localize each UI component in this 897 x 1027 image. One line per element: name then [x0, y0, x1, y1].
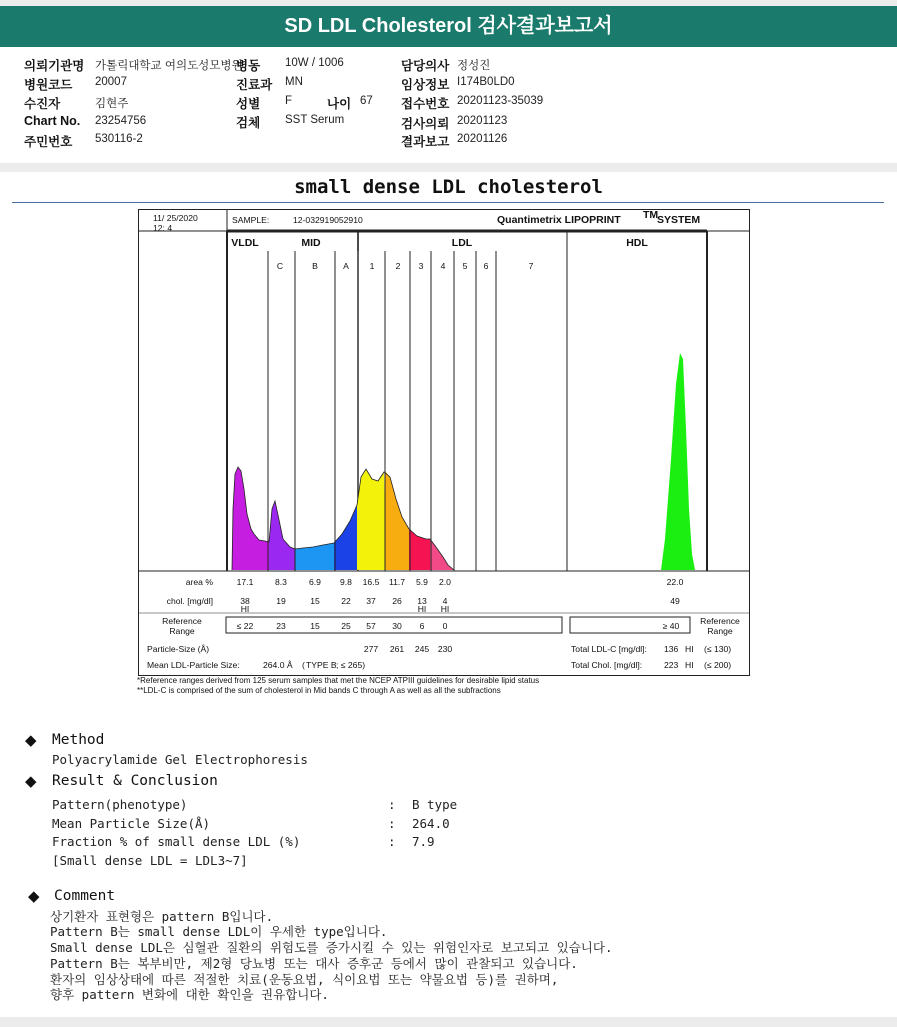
fraction-label: Fraction % of small dense LDL (%)	[52, 834, 301, 849]
area-value: 8.3	[275, 577, 287, 587]
size-label: Mean Particle Size(Å)	[52, 816, 211, 831]
chol-value: 26	[392, 596, 402, 606]
particle-size-label: Particle-Size (Å)	[147, 644, 210, 654]
receipt-value: 20201123-35039	[457, 95, 544, 107]
ldl-band-label: 6	[483, 261, 489, 271]
pattern-value: B type	[412, 797, 458, 812]
system-suffix: SYSTEM	[657, 214, 701, 226]
comment-heading: Comment	[54, 888, 116, 904]
request-date-value: 20201123	[457, 115, 508, 127]
ref-value: 23	[276, 621, 286, 631]
request-date-label: 검사의뢰	[401, 117, 450, 131]
ref-label-line1: Reference	[162, 616, 202, 626]
total-chol-value: 223	[664, 660, 679, 670]
chart-time: 12: 4	[153, 223, 173, 233]
mid-band-label: C	[276, 261, 284, 271]
resident-no-label: 주민번호	[24, 135, 73, 149]
method-heading: Method	[52, 732, 105, 748]
particle-size-value: 277	[363, 644, 379, 654]
result-bullet-icon: ◆	[25, 772, 37, 790]
footnote-ldl-c: **LDL-C is comprised of the sum of cholesterol in Mid bands C through A as well as all the subfractions	[137, 686, 501, 695]
sex-value: F	[285, 95, 293, 107]
particle-size-value: 230	[437, 644, 453, 654]
doctor-label: 담당의사	[401, 59, 450, 73]
specimen-label: 검체	[236, 116, 261, 130]
chol-row-label: chol. [mg/dl]	[166, 596, 213, 606]
patient-value: 김현주	[95, 98, 129, 110]
ref-value: 25	[341, 621, 351, 631]
mean-size-type: TYPE B	[306, 660, 337, 670]
ldl-band-label: 7	[528, 261, 534, 271]
area-value: 5.9	[416, 577, 428, 587]
total-ldl-ref: (≤ 130)	[704, 644, 732, 654]
area-value: 2.0	[439, 577, 451, 587]
comment-line: Small dense LDL은 심혈관 질환의 위험도를 증가시킬 수 있는 위험인자로 보고되고 있습니다.	[50, 940, 613, 955]
comment-line: Pattern B는 복부비만, 제2형 당뇨병 또는 대사 증후군 등에서 많이 관찰되고 있습니다.	[50, 956, 578, 971]
mid-band-label: B	[312, 261, 318, 271]
ref-value: 0	[442, 621, 448, 631]
chart-no-value: 23254756	[95, 115, 147, 127]
ref-value: 6	[419, 621, 425, 631]
chol-hi-flag: HI	[440, 604, 450, 614]
resident-no-value: 530116-2	[95, 133, 143, 145]
ldl-band-label: 1	[369, 261, 375, 271]
report-date-label: 결과보고	[401, 135, 450, 149]
ldl-band-label: 5	[462, 261, 468, 271]
chart-date: 11/ 25/2020	[153, 213, 198, 223]
chol-value: 4	[442, 596, 448, 606]
comment-line: 향후 pattern 변화에 대한 확인을 권유합니다.	[50, 987, 329, 1002]
particle-size-value: 261	[389, 644, 405, 654]
age-value: 67	[360, 95, 373, 107]
institution-label: 의뢰기관명	[24, 59, 85, 73]
receipt-label: 접수번호	[401, 97, 450, 111]
ref-value: 30	[392, 621, 402, 631]
area-value: 16.5	[362, 577, 380, 587]
institution-value: 가톨릭대학교 여의도성모병원	[95, 60, 243, 72]
ref-label-line2-right: Range	[707, 626, 733, 636]
chol-value: 13	[417, 596, 427, 606]
area-row-label: area %	[185, 577, 213, 587]
pattern-colon: :	[388, 797, 396, 812]
comment-line: Pattern B는 small dense LDL이 우세한 type입니다.	[50, 924, 388, 939]
patient-label: 수진자	[24, 97, 61, 111]
area-value: 11.7	[388, 577, 406, 587]
footnote-reference-ranges: *Reference ranges derived from 125 serum samples that met the NCEP ATPIII guidelines for desirable lipid status	[137, 676, 540, 685]
ref-label-line2: Range	[169, 626, 195, 636]
mean-size-paren-open: (	[302, 660, 305, 670]
ward-label: 병동	[236, 59, 261, 73]
report-title-bar: SD LDL Cholesterol 검사결과보고서	[0, 6, 897, 47]
sample-label: SAMPLE:	[232, 215, 270, 225]
department-value: MN	[285, 76, 303, 88]
ldl-band-label: 3	[418, 261, 424, 271]
lipoprint-chart	[138, 209, 750, 676]
area-value: 17.1	[236, 577, 254, 587]
ref-label-line1-right: Reference	[700, 616, 740, 626]
clinical-info-value: I174B0LD0	[457, 76, 515, 88]
total-ldl-flag: HI	[685, 644, 694, 654]
department-label: 진료과	[236, 78, 273, 92]
method-bullet-icon: ◆	[25, 731, 37, 749]
area-value: 6.9	[309, 577, 321, 587]
chol-value: 37	[366, 596, 376, 606]
clinical-info-label: 임상정보	[401, 78, 450, 92]
hospital-code-label: 병원코드	[24, 78, 73, 92]
small-dense-note: [Small dense LDL = LDL3~7]	[52, 853, 248, 868]
total-chol-flag: HI	[685, 660, 694, 670]
ward-value: 10W / 1006	[285, 57, 344, 69]
report-date-value: 20201126	[457, 133, 508, 145]
system-name: Quantimetrix LIPOPRINT	[497, 214, 621, 226]
ref-value: 57	[366, 621, 376, 631]
chol-hi-flag: HI	[240, 604, 250, 614]
area-value: 9.8	[340, 577, 352, 587]
band-group-label: VLDL	[231, 237, 259, 249]
total-ldl-value: 136	[664, 644, 679, 654]
band-group-label: LDL	[451, 237, 473, 249]
chol-value: 22	[341, 596, 351, 606]
mean-size-ref: ; ≤ 265)	[336, 660, 366, 670]
particle-size-value: 245	[414, 644, 430, 654]
mean-size-label: Mean LDL-Particle Size:	[147, 660, 240, 670]
report-subtitle: small dense LDL cholesterol	[294, 176, 603, 198]
specimen-value: SST Serum	[285, 114, 345, 126]
total-ldl-label: Total LDL-C [mg/dl]:	[571, 644, 647, 654]
band-group-label: HDL	[626, 237, 648, 249]
size-value: 264.0	[412, 816, 450, 831]
system-tm: TM	[643, 209, 659, 221]
ref-value: ≤ 22	[236, 621, 254, 631]
result-heading: Result & Conclusion	[52, 773, 218, 789]
chol-hi-flag: HI	[417, 604, 427, 614]
method-text: Polyacrylamide Gel Electrophoresis	[52, 752, 308, 767]
chol-value: 15	[310, 596, 320, 606]
ref-value: 15	[310, 621, 320, 631]
fraction-value: 7.9	[412, 834, 435, 849]
sample-id: 12-032919052910	[293, 215, 363, 225]
age-label: 나이	[327, 97, 352, 111]
ldl1-peak	[357, 469, 386, 570]
band-group-label: MID	[301, 237, 321, 249]
mid-band-label: A	[343, 261, 349, 271]
hdl-ref-value: ≥ 40	[662, 621, 680, 631]
total-chol-ref: (≤ 200)	[704, 660, 732, 670]
chol-value: 19	[276, 596, 286, 606]
hospital-code-value: 20007	[95, 76, 127, 88]
ldl-band-label: 4	[440, 261, 446, 271]
comment-line: 상기환자 표현형은 pattern B입니다.	[50, 909, 274, 924]
pattern-label: Pattern(phenotype)	[52, 797, 188, 812]
area-value: 22.0	[666, 577, 684, 587]
chart-no-label: Chart No.	[24, 114, 81, 128]
comment-line: 환자의 임상상태에 따른 적절한 치료(운동요법, 식이요법 또는 약물요법 등)를 권하며,	[50, 972, 559, 987]
fraction-colon: :	[388, 834, 396, 849]
comment-bullet-icon: ◆	[28, 887, 40, 905]
chol-value: 49	[670, 596, 680, 606]
sex-label: 성별	[236, 97, 261, 111]
title-divider	[12, 202, 884, 203]
doctor-value: 정성진	[457, 60, 491, 72]
ldl-band-label: 2	[395, 261, 401, 271]
mean-size-value: 264.0 Å	[263, 660, 293, 670]
total-chol-label: Total Chol. [mg/dl]:	[571, 660, 643, 670]
size-colon: :	[388, 816, 396, 831]
chol-value: 38	[240, 596, 250, 606]
